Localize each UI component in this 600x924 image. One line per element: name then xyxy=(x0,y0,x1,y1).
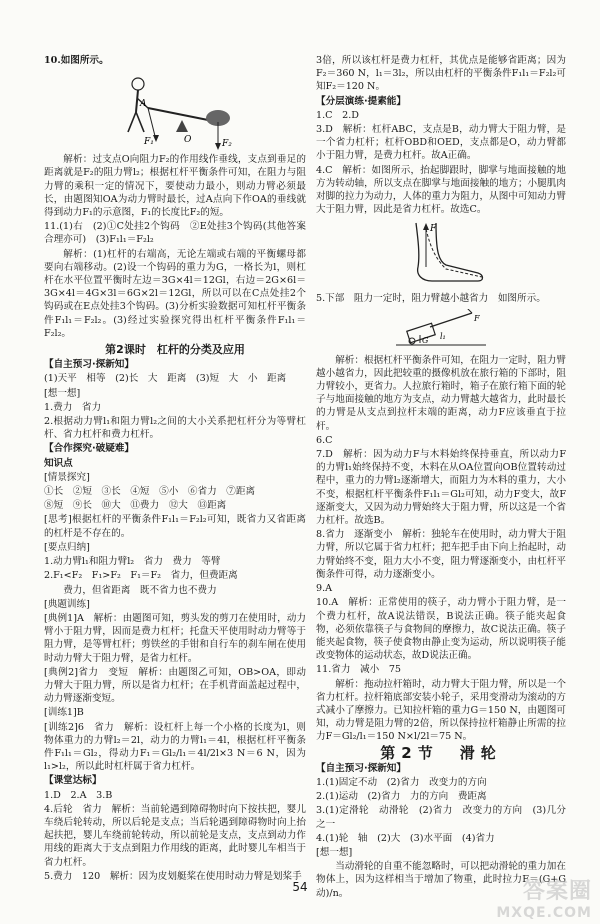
fig3-label-G: G xyxy=(422,335,429,345)
ketang-1: 1.D 2.A 3.B xyxy=(44,789,113,801)
think-label: [想一想] xyxy=(44,387,81,399)
fig1-label-O: O xyxy=(184,135,192,146)
yaodian-2: 2.F₁<F₂ F₁>F₂ F₁＝F₂ 省力，但费距离 xyxy=(44,570,238,582)
fenceng-9: 9.A xyxy=(316,583,333,595)
fenceng-6: 6.C xyxy=(316,434,333,446)
section-ketang: 【课堂达标】 xyxy=(44,775,102,787)
think-1: 1.费力 省力 xyxy=(44,401,102,413)
watermark-logo xyxy=(482,874,592,921)
fenceng-3: 3.D 解析：杠杆ABC，支点是B，动力臂大于阻力臂，是一个省力杠杆；杠杆OBD和OED，支点都是O，动力臂都小于阻力臂，是费力杠杆。故A正确。 xyxy=(316,124,566,162)
dianli-label: [典题训练] xyxy=(44,598,90,610)
section-zizhu-right: 【自主预习·探新知】 xyxy=(316,762,406,774)
section-title: 第2节 滑轮 xyxy=(380,743,502,762)
yaodian-label: [要点归纳] xyxy=(44,541,90,553)
z-2: 2.(1)运动 (2)省力 力的方向 费距离 xyxy=(316,791,487,803)
think-2: 2.根据动力臂l₁和阻力臂l₂之间的大小关系把杠杆分为等臂杠杆、省力杠杆和费力杠杆。 xyxy=(44,416,306,441)
fenceng-5-analysis: 解析：根据杠杆平衡条件可知，在阻力一定时，阻力臂越小越省力，因此把较重的摄像机放在旅行箱的下部时，阻力臂较小，更省力。人拉旅行箱时，箱子在旅行箱下面的轮子与地面接触的地方为支点，动力臂越大越省力，此时最长的力臂是从支点到拉杆末端的距离，动力F应该垂直于拉杆。 xyxy=(316,354,566,432)
fig3-label-l1: l₁ xyxy=(440,331,446,341)
think-label-right: [想一想] xyxy=(316,846,353,858)
z-4: 4.(1)轮 轴 (2)大 (3)水平面 (4)省力 xyxy=(316,832,495,844)
left-column xyxy=(44,54,306,884)
q11-analysis: 解析：(1)杠杆的右端高，无论左端或右端的平衡螺母都要向右端移动。(2)设一个钩码的重力为G，一格长为l，则杠杆在水平位置平衡时左边＝3G×4l＝12Gl，右边＝2G×6l＝3G×4l＝4G×3l＝6G×2l＝12Gl，所以可以在C点处挂2个钩码或在E点处挂3个钩码。(3)分析实验数据可知杠杆平衡条件F₁l₁＝F₂l₂。(3)经过实验探究得出杠杆平衡条件F₁l₁＝F₂l₂。 xyxy=(44,248,306,339)
fenceng-11: 11.省力 减小 75 xyxy=(316,664,402,676)
z-3: 3.(1)定滑轮 动滑轮 (2)省力 改变力的方向 (3)几分之一 xyxy=(316,805,566,830)
fenceng-11-analysis: 解析：拖动拉杆箱时，动力臂大于阻力臂，所以是一个省力杠杆。拉杆箱底部安装小轮子，采用变滑动为滚动的方式减小了摩擦力。已知拉杆箱的重力G＝150 N，由题图可知，动力臂是阻力臂的2倍，所以保持拉杆箱静止所需的拉力F＝Gl₂/l₁＝150 N×l/2l＝75 N。 xyxy=(316,678,566,743)
dianli-2: [典例2]省力 变短 解析：由题图乙可知，OB>OA，即动力臂大于阻力臂，所以是省力杠杆；在手机背面盖起过程中，动力臂逐渐变短。 xyxy=(44,666,306,705)
fig2-label-F: F xyxy=(430,224,437,235)
fenceng-8: 8.省力 逐渐变小 解析：独轮车在使用时，动力臂大于阻力臂，所以它属于省力杠杆；把车把手由下向上抬起时，动力臂始终不变，阻力大小不变，阻力臂逐渐变小，由杠杆平衡条件可得，动力逐渐变小。 xyxy=(316,529,566,580)
z-1: 1.(1)固定不动 (2)省力 改变力的方向 xyxy=(316,776,487,788)
knowledge-point: 知识点 xyxy=(44,457,73,469)
xunlian-2: [训练2]6 省力 解析：设杠杆上每一个小格的长度为l，则物体重力的力臂l₂＝2l，动力的力臂l₁＝4l，根据杠杆平衡条件F₁l₁＝Gl₂，得动力F₁＝Gl₂/l₁＝4l/2l×3 N＝6 N，因为l₁>l₂，所以此时杠杆属于省力杠杆。 xyxy=(44,721,306,773)
section-hezuo: 【合作探究·破疑难】 xyxy=(44,443,134,455)
yaodian-3: 费力，但省距离 既不省力也不费力 xyxy=(63,584,217,596)
ketang-4: 4.后轮 省力 解析：当前轮遇到障碍物时向下按扶把，婴儿车绕后轮转动，所以后轮是支点；当后轮遇到障碍物时向上抬起扶把，婴儿车绕前轮转动，所以前轮是支点，支点到动力作用线的距离大于支点到阻力作用线的距离，此时婴儿车相当于省力杠杆。 xyxy=(44,803,306,868)
foot-figure xyxy=(386,219,496,289)
fenceng-10: 10.A 解析：正常使用的筷子，动力臂小于阻力臂，是一个费力杠杆，故A说法错误，B说法正确。筷子能夹起食物，必须依靠筷子与食物间的摩擦力，故C说法正确。筷子能夹起食物，筷子使食物由静止变为运动，所以说明筷子能改变物体的运动状态，故D说法正确。 xyxy=(316,597,566,662)
qingjing-1: ①长 ②短 ③长 ④短 ⑤小 ⑥省力 ⑦距离 xyxy=(44,486,256,498)
fenceng-5: 5.下部 阻力一定时，阻力臂越小越省力 如图所示。 xyxy=(316,293,546,305)
right-top: 3倍，所以该杠杆是费力杠杆，其优点是能够省距离；因为F₂＝360 N，l₁＝3l₂，所以由杠杆的平衡条件F₁l₁＝F₂l₂可知F₂＝120 N。 xyxy=(316,55,566,93)
lever-figure xyxy=(100,70,250,150)
section-zizhu: 【自主预习·探新知】 xyxy=(44,359,134,371)
ketang-5: 5.费力 120 解析：因为皮划艇桨在使用时动力臂是划桨手 xyxy=(44,870,302,882)
q10-title: 10.如图所示。 xyxy=(44,55,109,66)
q11-answer: 11.(1)右 (2)①C处挂2个钩码 ②E处挂3个钩码(其他答案合理亦可) (3)F₁l₁＝F₂l₂ xyxy=(44,221,306,246)
section-fenceng: 【分层演练·提素能】 xyxy=(316,95,406,107)
suitcase-figure xyxy=(386,309,496,351)
yaodian-1: 1.动力臂l₁和阻力臂l₂ 省力 费力 等臂 xyxy=(44,556,221,568)
qingjing-label: [情景探究] xyxy=(44,471,90,483)
page-number: 54 xyxy=(292,880,308,894)
think-right-1: 当动滑轮的自重不能忽略时，可以把动滑轮的重力加在物体上，因为这样相当于增加了物重，此时拉力F＝(G+G动)/n。 xyxy=(316,861,566,899)
right-column xyxy=(316,54,566,901)
fenceng-1: 1.C 2.D xyxy=(316,109,359,121)
fig1-label-F1: F₁ xyxy=(144,137,154,148)
fig1-label-F2: F₂ xyxy=(222,139,232,150)
fenceng-7: 7.D 解析：因为动力F与木料始终保持垂直，所以动力F的力臂l₁始终保持不变，木料在从OA位置向OB位置转动过程中，重力的力臂l₂逐渐增大，而阻力为木料的重力，大小不变，根据杠杆平衡条件F₁l₁＝Gl₂可知，动力F变大，故F逐渐变大，又因为动力臂始终大于阻力臂，所以这是一个省力杠杆。故选B。 xyxy=(316,449,566,527)
qingjing-2: ⑧短 ⑨长 ⑩大 ⑪费力 ⑫大 ⑬距离 xyxy=(44,500,227,512)
fig3-label-F: F xyxy=(474,313,480,323)
xunlian-1: [训练1]B xyxy=(44,707,84,719)
watermark-line2: MXQE.COM xyxy=(496,905,592,921)
sikao: [思考]根据杠杆的平衡条件F₁l₁＝F₂l₂可知，既省力又省距离的杠杆是不存在的。 xyxy=(44,514,306,539)
lesson-title: 第2课时 杠杆的分类及应用 xyxy=(105,343,245,357)
fig1-label-A: A xyxy=(140,99,147,110)
q10-analysis: 解析：过支点O向阻力F₂的作用线作垂线，支点到垂足的距离就是F₂的阻力臂l₂；根据杠杆平衡条件可知，在阻力与阻力臂的乘积一定的情况下，要使动力最小，则动力臂必须最长，由题图知OA为动力臂时最长，过A点向下作OA的垂线就得到动力F₁的示意图，F₁的长度比F₂的短。 xyxy=(44,154,306,219)
fenceng-4: 4.C 解析：如图所示，抬起脚跟时，脚掌与地面接触的地方为转动轴，所以支点在脚掌与地面接触的地方；小腿肌肉对脚的拉力为动力，人体的重力为阻力，从图中可知动力臂大于阻力臂，因此是省力杠杆。故选C。 xyxy=(316,164,566,216)
dianli-1: [典例1]A 解析：由题图可知，剪头发的剪刀在使用时，动力臂小于阻力臂，因而是费力杠杆；托盘天平使用时动力臂等于阻力臂，是等臂杠杆；剪铁丝的手钳和自行车的刹车闸在使用时动力臂大于阻力臂，是省力杠杆。 xyxy=(44,612,306,664)
zizhu-1: (1)天平 相等 (2)长 大 距离 (3)短 大 小 距离 xyxy=(44,373,287,385)
watermark-line1: 答案圈 xyxy=(522,879,592,904)
